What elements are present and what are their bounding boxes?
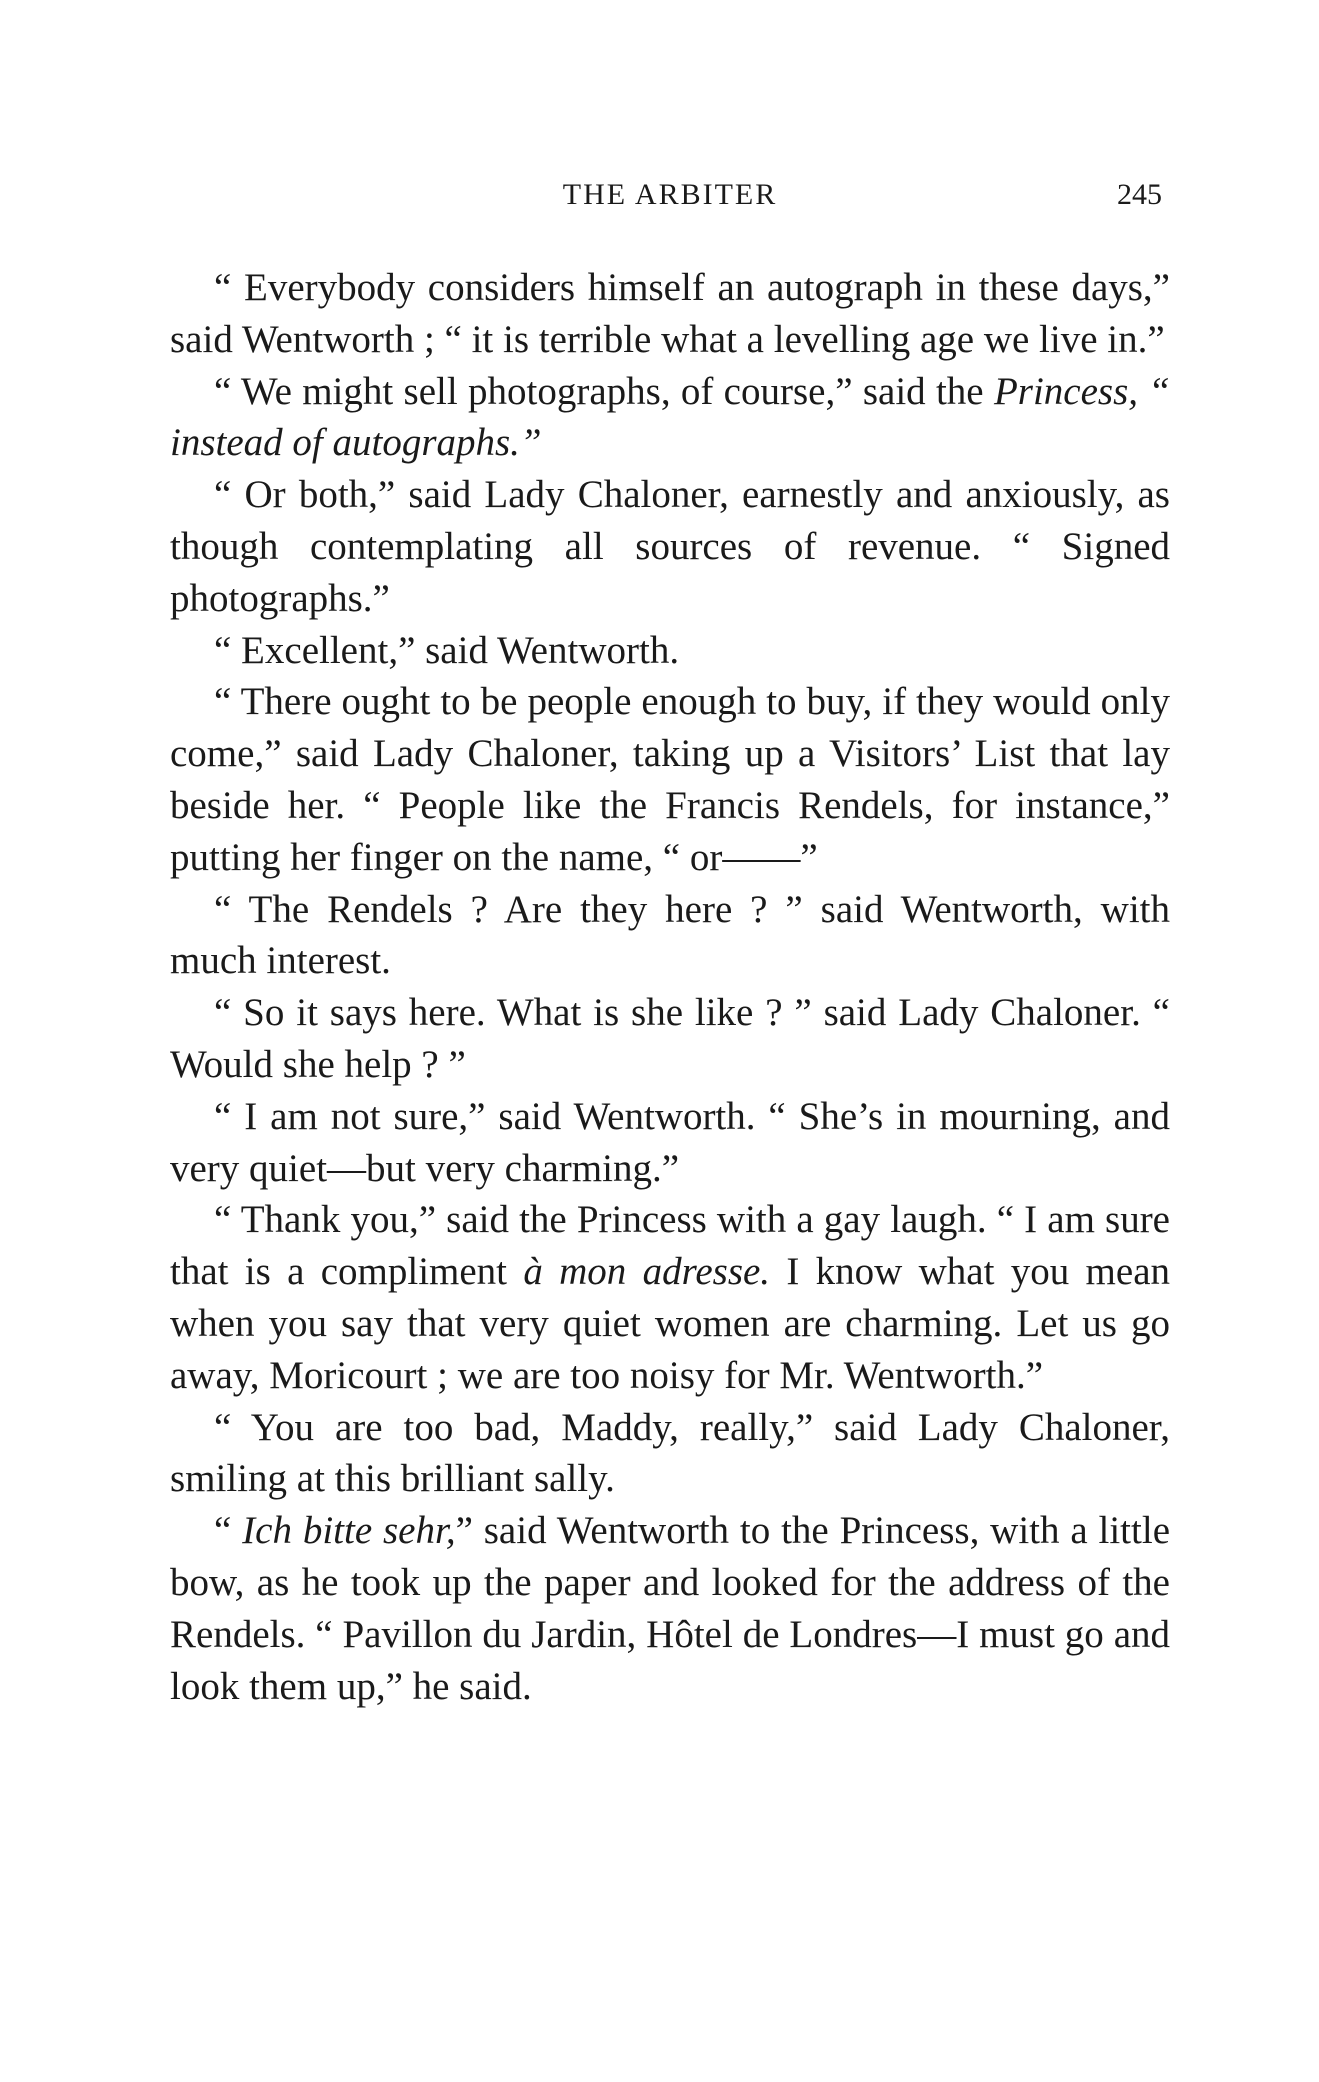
text-segment: ” said Wentworth to the Princess, with a little bow, as he took up the paper and looked for the address of the Rendels. “ Pavillon du Jardin, Hôtel de Londres—I must go and look them up,” he said. <box>170 1509 1170 1708</box>
text-segment: “ Everybody considers himself an autograph in these days,” said Wentworth ; “ it is terrible what a levelling age we live in.” <box>170 266 1170 361</box>
text-segment: “ There ought to be people enough to buy, if they would only come,” said Lady Chaloner, taking up a Visitors’ List that lay beside her. “ People like the Francis Rendels, for instance,” putting her finger on the name, “ or——” <box>170 680 1170 879</box>
paragraph <box>170 262 1170 366</box>
text-segment: “ Thank you,” said the Princess with a gay laugh. “ I am sure that is a compliment <box>170 1198 1170 1294</box>
paragraph <box>170 625 1170 677</box>
italic-text-segment: Ich bitte sehr, <box>242 1509 456 1553</box>
text-segment: “ You are too bad, Maddy, really,” said Lady Chaloner, smiling at this brilliant sally. <box>170 1405 1170 1501</box>
paragraph <box>170 676 1170 883</box>
text-segment: “ So it says here. What is she like ? ” said Lady Chaloner. “ Would she help ? ” <box>170 991 1170 1086</box>
paragraph <box>170 1091 1170 1195</box>
text-segment: “ The Rendels ? Are they here ? ” said Wentworth, with much interest. <box>170 887 1170 983</box>
text-segment: “ Or both,” said Lady Chaloner, earnestly and anxiously, as though contemplating all sources of revenue. “ Signed photographs.” <box>170 473 1170 620</box>
paragraph <box>170 987 1170 1091</box>
paragraph <box>170 1194 1170 1401</box>
paragraph <box>170 366 1170 470</box>
paragraph <box>170 1505 1170 1712</box>
body-text <box>170 262 1170 1712</box>
italic-text-segment: Princess, “ instead of autographs.” <box>170 369 1170 465</box>
running-title: THE ARBITER <box>562 178 778 211</box>
text-segment: “ <box>214 1509 243 1553</box>
text-segment: “ I am not sure,” said Wentworth. “ She’s in mourning, and very quiet—but very charming.” <box>170 1094 1170 1190</box>
paragraph <box>170 469 1170 624</box>
running-head <box>170 178 1170 224</box>
paragraph <box>170 884 1170 988</box>
text-segment: “ Excellent,” said Wentworth. <box>214 628 680 672</box>
paragraph <box>170 1402 1170 1506</box>
page-number: 245 <box>1117 178 1162 211</box>
text-segment: “ We might sell photographs, of course,” said the <box>214 369 994 413</box>
italic-text-segment: à mon adresse. <box>523 1250 771 1294</box>
text-segment: I know what you mean when you say that very quiet women are charming. Let us go away, Moricourt ; we are too noisy for Mr. Wentworth.” <box>170 1250 1170 1397</box>
